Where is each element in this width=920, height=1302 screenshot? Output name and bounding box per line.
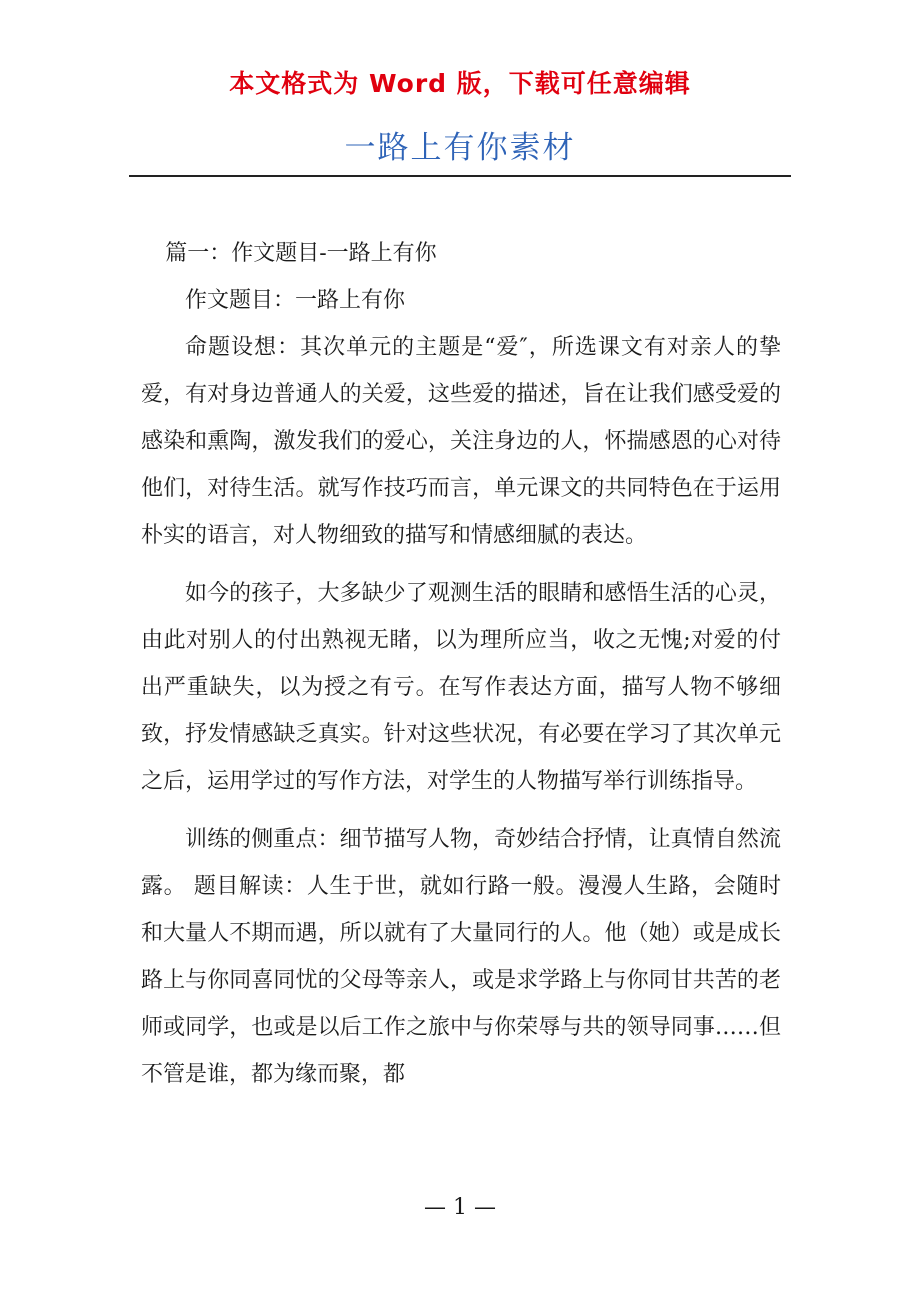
essay-topic-line: 作文题目：一路上有你 (185, 288, 406, 313)
body-paragraph: 命题设想：其次单元的主题是“爱″，所选课文有对亲人的挚爱，有对身边普通人的关爱，这些爱的描述，旨在让我们感受爱的感染和熏陶，激发我们的爱心，关注身边的人，怀揣感恩的心对待他们，对待生活。就写作技巧而言，单元课文的共同特色在于运用朴实的语言，对人物细致的描写和情感细腻的表达。 (141, 335, 781, 548)
body-paragraph: 训练的侧重点：细节描写人物，奇妙结合抒情，让真情自然流露。 题目解读：人生于世，就如行路一般。漫漫人生路，会随时和大量人不期而遇，所以就有了大量同行的人。他（她）或是成长路上与你同喜同忧的父母等亲人，或是求学路上与你同甘共苦的老师或同学，也或是以后工作之旅中与你荣辱与共的领导同事……但不管是谁，都为缘而聚，都 (141, 827, 781, 1087)
title-divider (129, 175, 791, 177)
page-number: — 1 — (424, 1195, 496, 1220)
section-heading: 篇一：作文题目-一路上有你 (165, 241, 437, 266)
document-title: 一路上有你素材 (344, 130, 576, 166)
document-body (141, 230, 781, 1098)
download-notice-banner: 本文格式为 Word 版，下载可任意编辑 (229, 69, 691, 98)
body-paragraph: 如今的孩子，大多缺少了观测生活的眼睛和感悟生活的心灵，由此对别人的付出熟视无睹，以为理所应当，收之无愧;对爱的付出严重缺失，以为授之有亏。在写作表达方面，描写人物不够细致，抒发情感缺乏真实。针对这些状况，有必要在学习了其次单元之后，运用学过的写作方法，对学生的人物描写举行训练指导。 (141, 581, 781, 794)
